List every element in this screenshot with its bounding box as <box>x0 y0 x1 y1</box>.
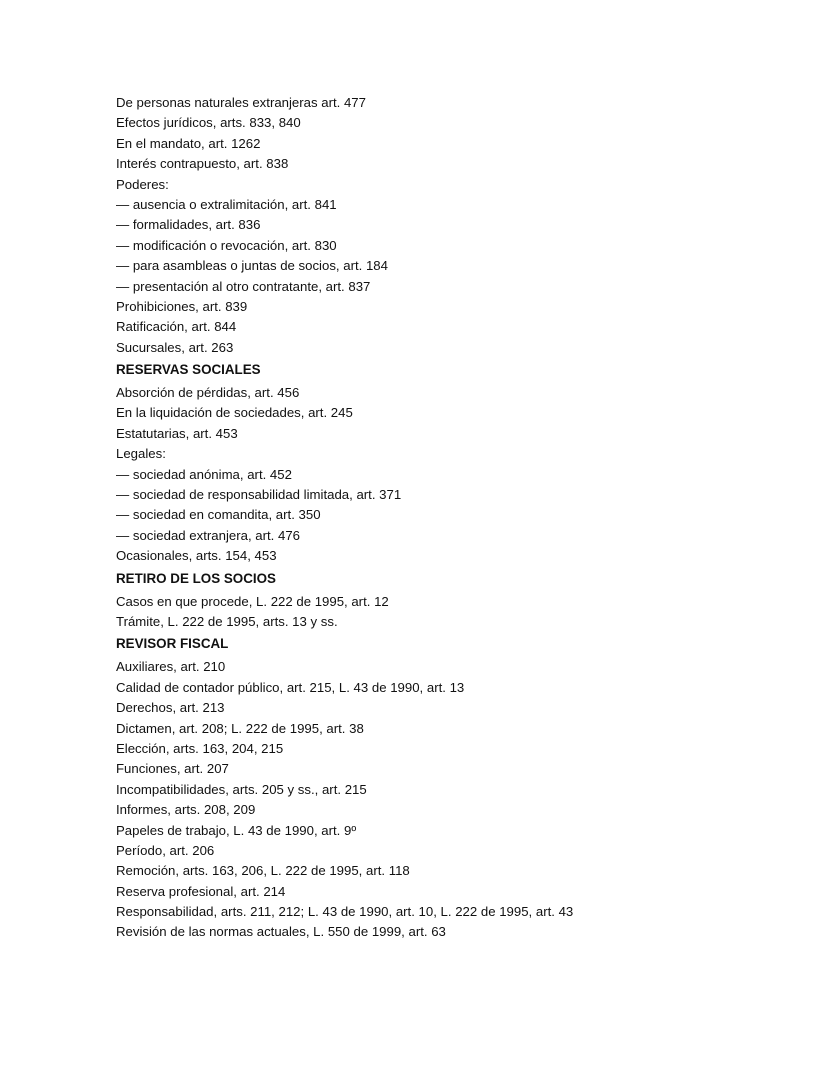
index-entry: Ocasionales, arts. 154, 453 <box>116 548 277 564</box>
index-entry: De personas naturales extranjeras art. 477 <box>116 95 366 110</box>
index-entry: Papeles de trabajo, L. 43 de 1990, art. 9º <box>116 822 357 838</box>
index-entry: Prohibiciones, art. 839 <box>116 298 248 314</box>
index-entry: Poderes: <box>116 176 169 192</box>
index-subentry: — presentación al otro contratante, art. 837 <box>116 278 371 294</box>
index-entry: Responsabilidad, arts. 211, 212; L. 43 de 1990, art. 10, L. 222 de 1995, art. 43 <box>116 904 574 920</box>
section-heading: RESERVAS SOCIALES <box>116 362 261 378</box>
index-entry: Sucursales, art. 263 <box>116 339 234 355</box>
index-entry: Informes, arts. 208, 209 <box>116 802 256 818</box>
index-entry: Interés contrapuesto, art. 838 <box>116 156 289 172</box>
index-entry: Funciones, art. 207 <box>116 761 229 777</box>
index-entry: Estatutarias, art. 453 <box>116 425 238 441</box>
index-entry: En el mandato, art. 1262 <box>116 135 261 151</box>
index-entry: Ratificación, art. 844 <box>116 319 237 335</box>
index-section <box>116 569 806 633</box>
index-entry: Elección, arts. 163, 204, 215 <box>116 740 284 756</box>
index-entry: Absorción de pérdidas, art. 456 <box>116 385 300 401</box>
section-heading: RETIRO DE LOS SOCIOS <box>116 570 276 586</box>
section-heading: REVISOR FISCAL <box>116 636 229 652</box>
index-section <box>116 360 806 567</box>
index-entry: Trámite, L. 222 de 1995, arts. 13 y ss. <box>116 613 338 629</box>
index-entry: Reserva profesional, art. 214 <box>116 883 286 899</box>
index-subentry: — modificación o revocación, art. 830 <box>116 237 337 253</box>
index-subentry: — sociedad de responsabilidad limitada, art. 371 <box>116 487 402 503</box>
index-entry: Efectos jurídicos, arts. 833, 840 <box>116 115 301 131</box>
index-entry: Legales: <box>116 446 166 462</box>
index-subentry: — formalidades, art. 836 <box>116 217 261 233</box>
index-section <box>116 634 806 942</box>
index-subentry: — sociedad extranjera, art. 476 <box>116 527 300 543</box>
index-entry: Calidad de contador público, art. 215, L. 43 de 1990, art. 13 <box>116 679 465 695</box>
index-entry: Incompatibilidades, arts. 205 y ss., art. 215 <box>116 781 367 797</box>
index-entry: Revisión de las normas actuales, L. 550 de 1999, art. 63 <box>116 924 446 940</box>
index-subentry: — ausencia o extralimitación, art. 841 <box>116 196 337 212</box>
index-subentry: — sociedad en comandita, art. 350 <box>116 507 321 523</box>
index-entry: Derechos, art. 213 <box>116 700 225 716</box>
index-entry: Dictamen, art. 208; L. 222 de 1995, art. 38 <box>116 720 364 736</box>
index-entry: Período, art. 206 <box>116 842 215 858</box>
index-page <box>116 93 806 943</box>
index-section <box>116 93 806 358</box>
index-entry: Casos en que procede, L. 222 de 1995, art. 12 <box>116 593 389 609</box>
index-entry: En la liquidación de sociedades, art. 245 <box>116 405 353 421</box>
index-subentry: — sociedad anónima, art. 452 <box>116 466 292 482</box>
index-entry: Remoción, arts. 163, 206, L. 222 de 1995, art. 118 <box>116 863 410 879</box>
index-entry: Auxiliares, art. 210 <box>116 659 226 675</box>
index-subentry: — para asambleas o juntas de socios, art. 184 <box>116 258 388 274</box>
